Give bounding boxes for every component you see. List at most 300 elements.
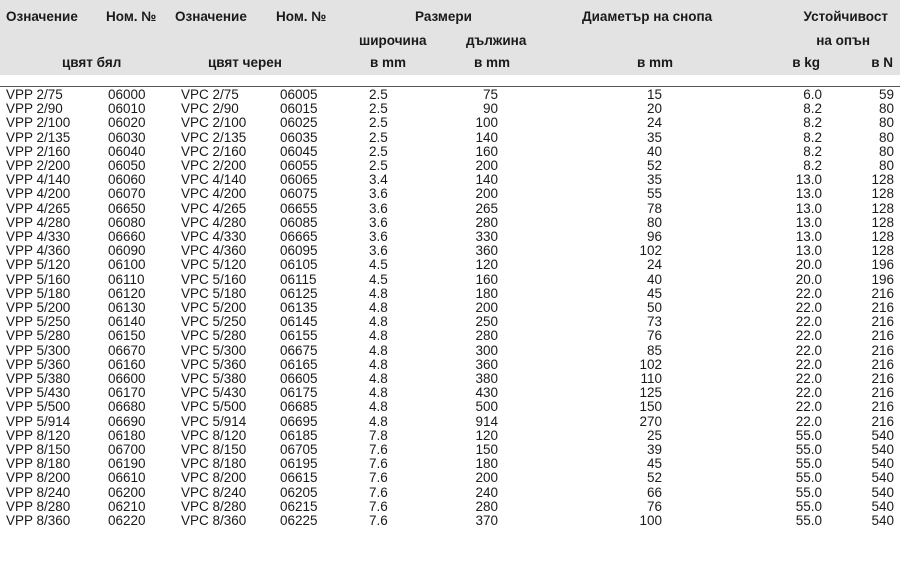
cell-number-white: 06040 [108,143,146,159]
table-row [0,386,900,400]
cell-strength-n: 540 [871,442,894,457]
cell-designation-black: VPC 4/200 [181,186,247,202]
cell-length: 380 [475,371,498,386]
cell-number-black: 06135 [280,300,318,315]
cell-width: 4.8 [369,399,388,415]
cell-width: 7.8 [369,427,388,443]
table-row [0,187,900,201]
cell-strength-kg: 8.2 [803,115,822,131]
cell-strength-kg: 13.0 [795,229,822,244]
cell-strength-kg: 13.0 [795,186,822,202]
cell-designation-black: VPC 2/135 [181,129,247,145]
cell-strength-kg: 55.0 [795,470,822,486]
cell-designation-black: VPC 5/280 [181,328,247,344]
cell-number-white: 06650 [108,200,146,216]
header-designation-black: Означение [175,9,247,24]
cell-designation-black: VPC 5/380 [181,371,247,386]
cell-strength-kg: 22.0 [795,328,822,344]
cell-number-black: 06035 [280,129,318,145]
cell-width: 4.5 [369,257,388,273]
table-row [0,159,900,173]
cell-number-black: 06145 [280,314,318,330]
cell-designation-black: VPC 8/240 [181,484,247,500]
cell-number-black: 06165 [280,356,318,372]
cell-length: 280 [475,498,498,514]
cell-strength-n: 128 [871,229,894,244]
table-row [0,230,900,244]
cell-number-black: 06125 [280,285,318,301]
cell-designation-white: VPP 5/120 [6,257,71,273]
cell-number-black: 06655 [280,200,318,216]
cell-number-black: 06025 [280,115,318,131]
cell-strength-n: 128 [871,200,894,216]
table-row [0,329,900,343]
cell-designation-black: VPC 5/914 [181,413,247,429]
cell-number-white: 06130 [108,300,146,315]
cell-strength-n: 59 [878,87,894,102]
cell-length: 250 [475,314,498,330]
cell-designation-black: VPC 2/75 [181,87,239,102]
cell-designation-white: VPP 4/200 [6,186,71,202]
cell-number-white: 06030 [108,129,146,145]
cell-designation-white: VPP 8/360 [6,513,71,528]
cell-length: 180 [475,285,498,301]
cell-designation-black: VPC 5/430 [181,385,247,401]
cell-number-white: 06080 [108,214,146,230]
cell-bundle-diameter: 80 [646,214,662,230]
cell-number-black: 06105 [280,257,318,273]
cell-width: 2.5 [369,115,388,131]
cell-length: 200 [475,470,498,486]
cell-strength-kg: 13.0 [795,172,822,188]
cell-strength-n: 216 [871,300,894,315]
cell-strength-n: 540 [871,513,894,528]
cell-bundle-diameter: 45 [646,456,662,472]
cell-length: 160 [475,143,498,159]
cell-number-black: 06205 [280,484,318,500]
cell-strength-n: 128 [871,214,894,230]
cell-designation-black: VPC 5/360 [181,356,247,372]
cell-width: 3.4 [369,172,388,188]
cell-number-white: 06160 [108,356,146,372]
cell-designation-white: VPP 8/180 [6,456,71,472]
cell-width: 4.8 [369,342,388,358]
cell-bundle-diameter: 270 [639,413,662,429]
cell-strength-n: 216 [871,342,894,358]
header-unit-diameter: в mm [637,55,674,70]
cell-width: 4.8 [369,385,388,401]
table-row [0,258,900,272]
cell-bundle-diameter: 76 [646,498,662,514]
cell-length: 330 [475,229,498,244]
cell-designation-black: VPC 4/140 [181,172,247,188]
cell-length: 150 [475,442,498,457]
header-unit-kg: в kg [792,55,820,70]
cell-width: 4.8 [369,413,388,429]
cell-bundle-diameter: 73 [646,314,662,330]
cell-designation-black: VPC 5/200 [181,300,247,315]
cell-bundle-diameter: 40 [646,143,662,159]
cell-number-white: 06120 [108,285,146,301]
cell-width: 4.8 [369,300,388,315]
cell-number-white: 06140 [108,314,146,330]
cell-strength-n: 216 [871,328,894,344]
header-color-white: цвят бял [62,55,122,70]
cell-strength-kg: 13.0 [795,200,822,216]
header-dimensions: Размери [415,9,472,24]
table-row [0,486,900,500]
cell-designation-white: VPP 5/300 [6,342,71,358]
cell-number-white: 06600 [108,371,146,386]
header-unit-n: в N [871,55,893,70]
table-row [0,88,900,102]
cell-designation-white: VPP 4/140 [6,172,71,188]
cell-width: 2.5 [369,129,388,145]
cell-length: 140 [475,172,498,188]
cell-width: 7.6 [369,456,388,472]
cell-number-black: 06005 [280,87,318,102]
table-row [0,131,900,145]
cell-width: 7.6 [369,498,388,514]
header-tensile-strength-2: на опън [816,33,870,48]
cell-designation-black: VPC 5/250 [181,314,247,330]
cell-strength-n: 540 [871,484,894,500]
cell-number-white: 06070 [108,186,146,202]
cell-designation-black: VPC 8/280 [181,498,247,514]
cell-designation-white: VPP 5/180 [6,285,71,301]
cell-bundle-diameter: 50 [646,300,662,315]
header-bundle-diameter: Диаметър на снопа [582,9,713,24]
cell-bundle-diameter: 15 [646,87,662,102]
cell-length: 280 [475,214,498,230]
cell-strength-kg: 22.0 [795,371,822,386]
cell-number-white: 06110 [108,271,145,287]
cell-bundle-diameter: 78 [646,200,662,216]
cell-length: 160 [475,271,498,287]
cell-number-black: 06675 [280,342,318,358]
cell-width: 2.5 [369,87,388,102]
cell-designation-white: VPP 5/500 [6,399,71,415]
cell-designation-black: VPC 4/360 [181,243,247,259]
cell-bundle-diameter: 45 [646,285,662,301]
table-row [0,287,900,301]
cell-bundle-diameter: 40 [646,271,662,287]
cell-number-white: 06020 [108,115,146,131]
cell-strength-kg: 55.0 [795,442,822,457]
cell-strength-n: 540 [871,456,894,472]
cell-number-white: 06660 [108,229,146,244]
cell-designation-white: VPP 5/250 [6,314,71,330]
cell-strength-n: 128 [871,186,894,202]
cell-length: 500 [475,399,498,415]
cell-designation-white: VPP 2/75 [6,87,63,102]
cell-width: 3.6 [369,243,388,259]
cell-bundle-diameter: 52 [646,470,662,486]
cell-designation-black: VPC 5/180 [181,285,247,301]
cell-length: 370 [475,513,498,528]
cell-number-black: 06115 [280,271,317,287]
cell-strength-n: 196 [871,271,894,287]
cell-bundle-diameter: 55 [646,186,662,202]
cell-length: 360 [475,243,498,259]
cell-designation-white: VPP 5/280 [6,328,71,344]
cell-number-black: 06665 [280,229,318,244]
table-row [0,344,900,358]
cell-strength-kg: 55.0 [795,427,822,443]
cell-number-black: 06085 [280,214,318,230]
cell-strength-n: 80 [878,143,894,159]
cell-strength-n: 80 [878,158,894,173]
cell-number-white: 06060 [108,172,146,188]
cell-designation-black: VPC 8/360 [181,513,247,528]
header-tensile-strength: Устойчивост [803,9,888,24]
cell-number-black: 06015 [280,101,318,117]
table-row [0,173,900,187]
cell-length: 90 [482,101,498,117]
cell-number-black: 06215 [280,498,318,514]
cell-strength-n: 128 [871,243,894,259]
cell-designation-white: VPP 2/135 [6,129,71,145]
cell-number-white: 06170 [108,385,146,401]
cell-number-white: 06100 [108,257,146,273]
cell-strength-kg: 22.0 [795,285,822,301]
cell-strength-kg: 20.0 [795,257,822,273]
cell-designation-white: VPP 5/914 [6,413,71,429]
cell-strength-kg: 55.0 [795,513,822,528]
cell-length: 280 [475,328,498,344]
cell-width: 3.6 [369,229,388,244]
cell-bundle-diameter: 85 [646,342,662,358]
cell-strength-n: 80 [878,115,894,131]
cell-number-black: 06605 [280,371,318,386]
cell-designation-black: VPC 5/500 [181,399,247,415]
table-row [0,429,900,443]
cell-number-white: 06050 [108,158,146,173]
cell-strength-kg: 55.0 [795,484,822,500]
cell-designation-black: VPC 8/200 [181,470,247,486]
cell-designation-white: VPP 8/280 [6,498,71,514]
table-row [0,145,900,159]
cell-bundle-diameter: 35 [646,129,662,145]
cell-length: 200 [475,186,498,202]
header-unit-length: в mm [474,55,511,70]
table-row [0,216,900,230]
header-number-white: Ном. № [106,9,157,24]
cell-bundle-diameter: 24 [646,115,662,131]
table-row [0,358,900,372]
header-length: дължина [466,33,527,48]
cell-designation-black: VPC 8/150 [181,442,247,457]
cell-designation-white: VPP 5/430 [6,385,71,401]
cell-bundle-diameter: 96 [646,229,662,244]
table-row [0,301,900,315]
cell-width: 3.6 [369,214,388,230]
cell-bundle-diameter: 76 [646,328,662,344]
cell-number-black: 06185 [280,427,318,443]
table-row [0,415,900,429]
cell-strength-kg: 8.2 [803,101,822,117]
cell-bundle-diameter: 20 [646,101,662,117]
table-row [0,273,900,287]
cell-number-black: 06045 [280,143,318,159]
cell-designation-black: VPC 8/180 [181,456,247,472]
cell-bundle-diameter: 52 [646,158,662,173]
cell-number-white: 06090 [108,243,146,259]
cell-strength-kg: 55.0 [795,498,822,514]
cell-number-black: 06155 [280,328,318,344]
cell-strength-n: 216 [871,314,894,330]
cell-strength-kg: 20.0 [795,271,822,287]
cell-number-white: 06610 [108,470,146,486]
cell-designation-white: VPP 2/160 [6,143,71,159]
cell-number-white: 06680 [108,399,146,415]
cell-designation-black: VPC 4/330 [181,229,247,244]
cell-number-black: 06175 [280,385,318,401]
cell-bundle-diameter: 24 [646,257,662,273]
table-row [0,400,900,414]
cell-strength-n: 540 [871,498,894,514]
cell-length: 120 [475,427,498,443]
cell-strength-n: 540 [871,427,894,443]
table-row [0,514,900,528]
cell-length: 100 [475,115,498,131]
cell-bundle-diameter: 25 [646,427,662,443]
cell-designation-black: VPC 2/90 [181,101,239,117]
cell-designation-white: VPP 4/265 [6,200,71,216]
cell-number-white: 06220 [108,513,146,528]
cell-designation-black: VPC 2/100 [181,115,247,131]
header-designation-white: Означение [6,9,78,24]
cell-strength-kg: 22.0 [795,314,822,330]
cell-designation-white: VPP 2/90 [6,101,63,117]
cell-length: 914 [475,413,498,429]
cell-number-white: 06180 [108,427,146,443]
cell-length: 180 [475,456,498,472]
cell-strength-kg: 22.0 [795,385,822,401]
cell-number-white: 06200 [108,484,146,500]
cell-width: 2.5 [369,158,388,173]
cell-strength-kg: 55.0 [795,456,822,472]
cell-width: 7.6 [369,513,388,528]
cell-number-black: 06055 [280,158,318,173]
header-number-black: Ном. № [276,9,327,24]
cell-number-white: 06690 [108,413,146,429]
cell-length: 300 [475,342,498,358]
table-row [0,443,900,457]
cell-width: 7.6 [369,484,388,500]
cell-strength-kg: 22.0 [795,342,822,358]
cell-strength-kg: 22.0 [795,413,822,429]
cell-number-white: 06700 [108,442,146,457]
table-row [0,315,900,329]
cell-width: 3.6 [369,200,388,216]
cell-width: 7.6 [369,470,388,486]
cell-bundle-diameter: 110 [640,371,662,386]
cell-designation-white: VPP 8/200 [6,470,71,486]
cell-strength-kg: 22.0 [795,300,822,315]
table-row [0,244,900,258]
cell-width: 4.8 [369,356,388,372]
cell-length: 240 [475,484,498,500]
cell-designation-white: VPP 5/380 [6,371,71,386]
cell-designation-black: VPC 5/300 [181,342,247,358]
cell-strength-kg: 8.2 [803,129,822,145]
cell-length: 140 [475,129,498,145]
cell-number-white: 06010 [108,101,146,117]
cell-strength-kg: 8.2 [803,143,822,159]
header-color-black: цвят черен [208,55,282,70]
cell-strength-kg: 22.0 [795,356,822,372]
cell-designation-black: VPC 2/200 [181,158,247,173]
cell-width: 2.5 [369,101,388,117]
cell-strength-n: 216 [871,399,894,415]
table-row [0,457,900,471]
cell-strength-n: 128 [871,172,894,188]
cell-number-white: 06190 [108,456,146,472]
cell-length: 360 [475,356,498,372]
cell-width: 7.6 [369,442,388,457]
cell-width: 4.8 [369,371,388,386]
cell-number-black: 06075 [280,186,318,202]
cell-designation-black: VPC 4/265 [181,200,247,216]
table-row [0,102,900,116]
table-row [0,116,900,130]
cell-strength-n: 540 [871,470,894,486]
cell-width: 4.8 [369,328,388,344]
cell-strength-kg: 13.0 [795,243,822,259]
cell-number-black: 06195 [280,456,318,472]
cell-strength-n: 216 [871,413,894,429]
cell-number-white: 06670 [108,342,146,358]
cell-bundle-diameter: 102 [639,356,662,372]
cell-bundle-diameter: 66 [646,484,662,500]
cell-designation-white: VPP 8/240 [6,484,71,500]
cell-strength-kg: 6.0 [803,87,822,102]
cell-width: 4.8 [369,314,388,330]
cell-bundle-diameter: 125 [639,385,662,401]
cell-designation-white: VPP 2/100 [6,115,71,131]
table-row [0,500,900,514]
cell-width: 4.5 [369,271,388,287]
cell-strength-n: 216 [871,356,894,372]
cell-designation-black: VPC 8/120 [181,427,247,443]
cell-length: 120 [475,257,498,273]
cell-strength-n: 196 [871,257,894,273]
cell-designation-white: VPP 4/330 [6,229,71,244]
header-width: широчина [359,33,427,48]
cell-width: 4.8 [369,285,388,301]
cell-strength-kg: 22.0 [795,399,822,415]
table-row [0,372,900,386]
cell-number-white: 06150 [108,328,146,344]
cell-length: 75 [482,87,498,102]
cell-designation-black: VPC 2/160 [181,143,247,159]
cell-designation-white: VPP 2/200 [6,158,71,173]
cell-designation-black: VPC 5/120 [181,257,247,273]
cell-number-black: 06065 [280,172,318,188]
cell-designation-white: VPP 8/120 [6,427,71,443]
cell-number-white: 06000 [108,87,146,102]
cell-designation-white: VPP 5/200 [6,300,71,315]
cell-number-black: 06705 [280,442,318,457]
cell-strength-n: 216 [871,371,894,386]
cell-designation-white: VPP 4/280 [6,214,71,230]
cell-bundle-diameter: 102 [639,243,662,259]
cell-width: 2.5 [369,143,388,159]
cell-designation-white: VPP 4/360 [6,243,71,259]
cell-strength-kg: 13.0 [795,214,822,230]
cell-number-black: 06685 [280,399,318,415]
